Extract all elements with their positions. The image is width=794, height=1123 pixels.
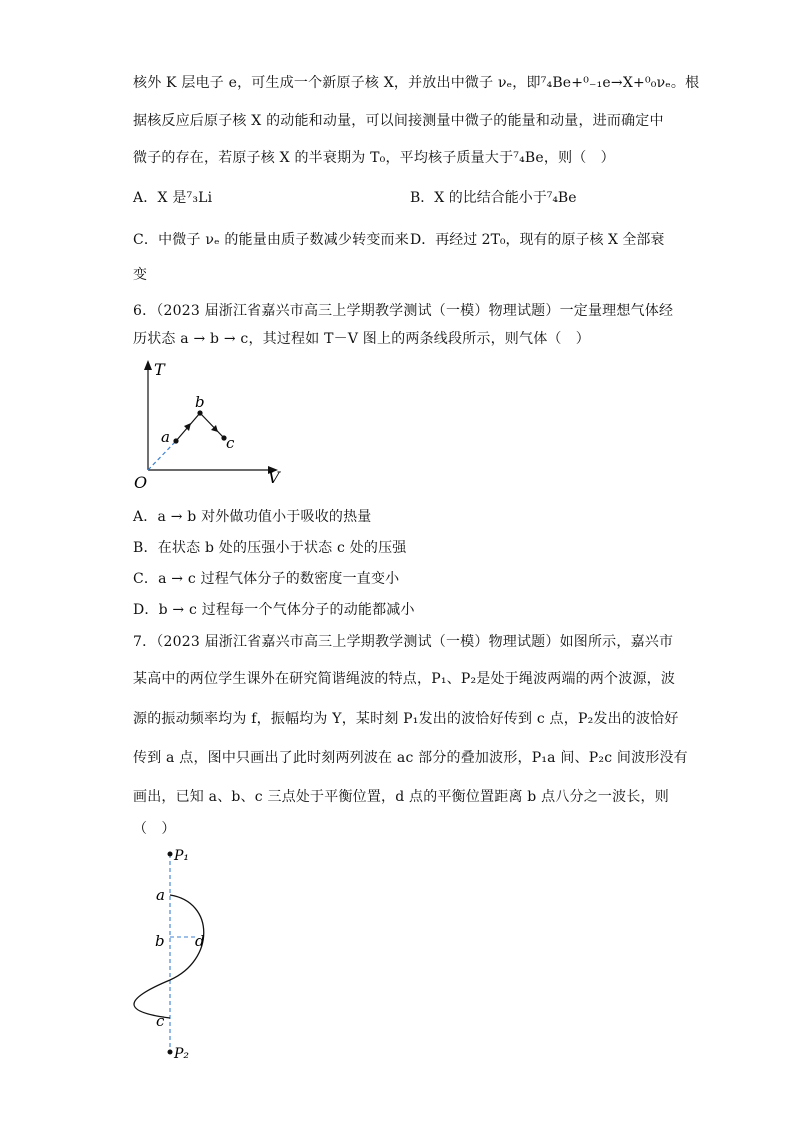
q7-wave-diagram (125, 840, 235, 1070)
q5-text-line-1: 核外 K 层电子 e，可生成一个新原子核 X，并放出中微子 νₑ，即⁷₄Be+⁰₋₁e→X+⁰₀νₑ。根 (133, 75, 700, 91)
point-b (197, 410, 202, 415)
label-c: c (226, 434, 235, 452)
source-p2 (168, 1050, 173, 1055)
q6-tv-diagram (130, 355, 290, 490)
label-p1: P₁ (174, 848, 190, 864)
source-p1 (168, 852, 173, 857)
label-b: b (155, 932, 165, 950)
label-d: d (195, 932, 205, 950)
q5-text-line-3: 微子的存在，若原子核 X 的半衰期为 T₀，平均核子质量大于⁷₄Be，则（ ） (133, 150, 615, 166)
q7-text-line-1: 7．（2023 届浙江省嘉兴市高三上学期教学测试（一模）物理试题）如图所示，嘉兴市 (133, 634, 674, 650)
t-axis-arrow (144, 360, 152, 370)
q5-option-d-continued: 变 (133, 267, 148, 283)
q5-text-line-2: 据核反应后原子核 X 的动能和动量，可以间接测量中微子的能量和动量，进而确定中 (133, 113, 664, 129)
q7-text-line-6: （ ） (133, 821, 176, 837)
q5-option-c: C．中微子 νₑ 的能量由质子数减少转变而来 (133, 232, 409, 248)
point-a (173, 438, 178, 443)
segment-b-c (200, 413, 224, 438)
label-a: a (161, 428, 170, 446)
label-c: c (156, 1012, 165, 1030)
label-a: a (156, 886, 165, 904)
q6-option-c: C．a → c 过程气体分子的数密度一直变小 (133, 571, 400, 587)
q5-option-b: B．X 的比结合能小于⁷₄Be (410, 190, 577, 206)
q6-option-a: A．a → b 对外做功值小于吸收的热量 (133, 509, 372, 525)
q5-option-d: D．再经过 2T₀，现有的原子核 X 全部衰 (410, 232, 665, 248)
q7-text-line-5: 画出，已知 a、b、c 三点处于平衡位置，d 点的平衡位置距离 b 点八分之一波长，则 (133, 789, 669, 805)
q7-text-line-3: 源的振动频率均为 f，振幅均为 Y，某时刻 P₁发出的波恰好传到 c 点，P₂发出的波恰好 (133, 711, 679, 727)
v-axis-label: V (268, 468, 280, 487)
q7-text-line-4: 传到 a 点，图中只画出了此时刻两列波在 ac 部分的叠加波形，P₁a 间、P₂c 间波形没有 (133, 750, 688, 766)
label-p2: P₂ (174, 1046, 190, 1062)
q6-option-b: B．在状态 b 处的压强小于状态 c 处的压强 (133, 540, 407, 556)
q6-text-line-2: 历状态 a → b → c，其过程如 T－V 图上的两条线段所示，则气体（ ） (133, 331, 591, 347)
q6-option-d: D．b → c 过程每一个气体分子的动能都减小 (133, 602, 415, 618)
q7-text-line-2: 某高中的两位学生课外在研究简谐绳波的特点，P₁、P₂是处于绳波两端的两个波源，波 (133, 671, 676, 687)
label-b: b (195, 393, 205, 411)
q6-text-line-1: 6．（2023 届浙江省嘉兴市高三上学期教学测试（一模）物理试题）一定量理想气体经 (133, 303, 674, 319)
superposed-wave-curve (134, 895, 204, 1018)
origin-label: O (134, 473, 148, 490)
q5-option-a: A．X 是⁷₃Li (133, 190, 213, 206)
t-axis-label: T (154, 360, 165, 379)
